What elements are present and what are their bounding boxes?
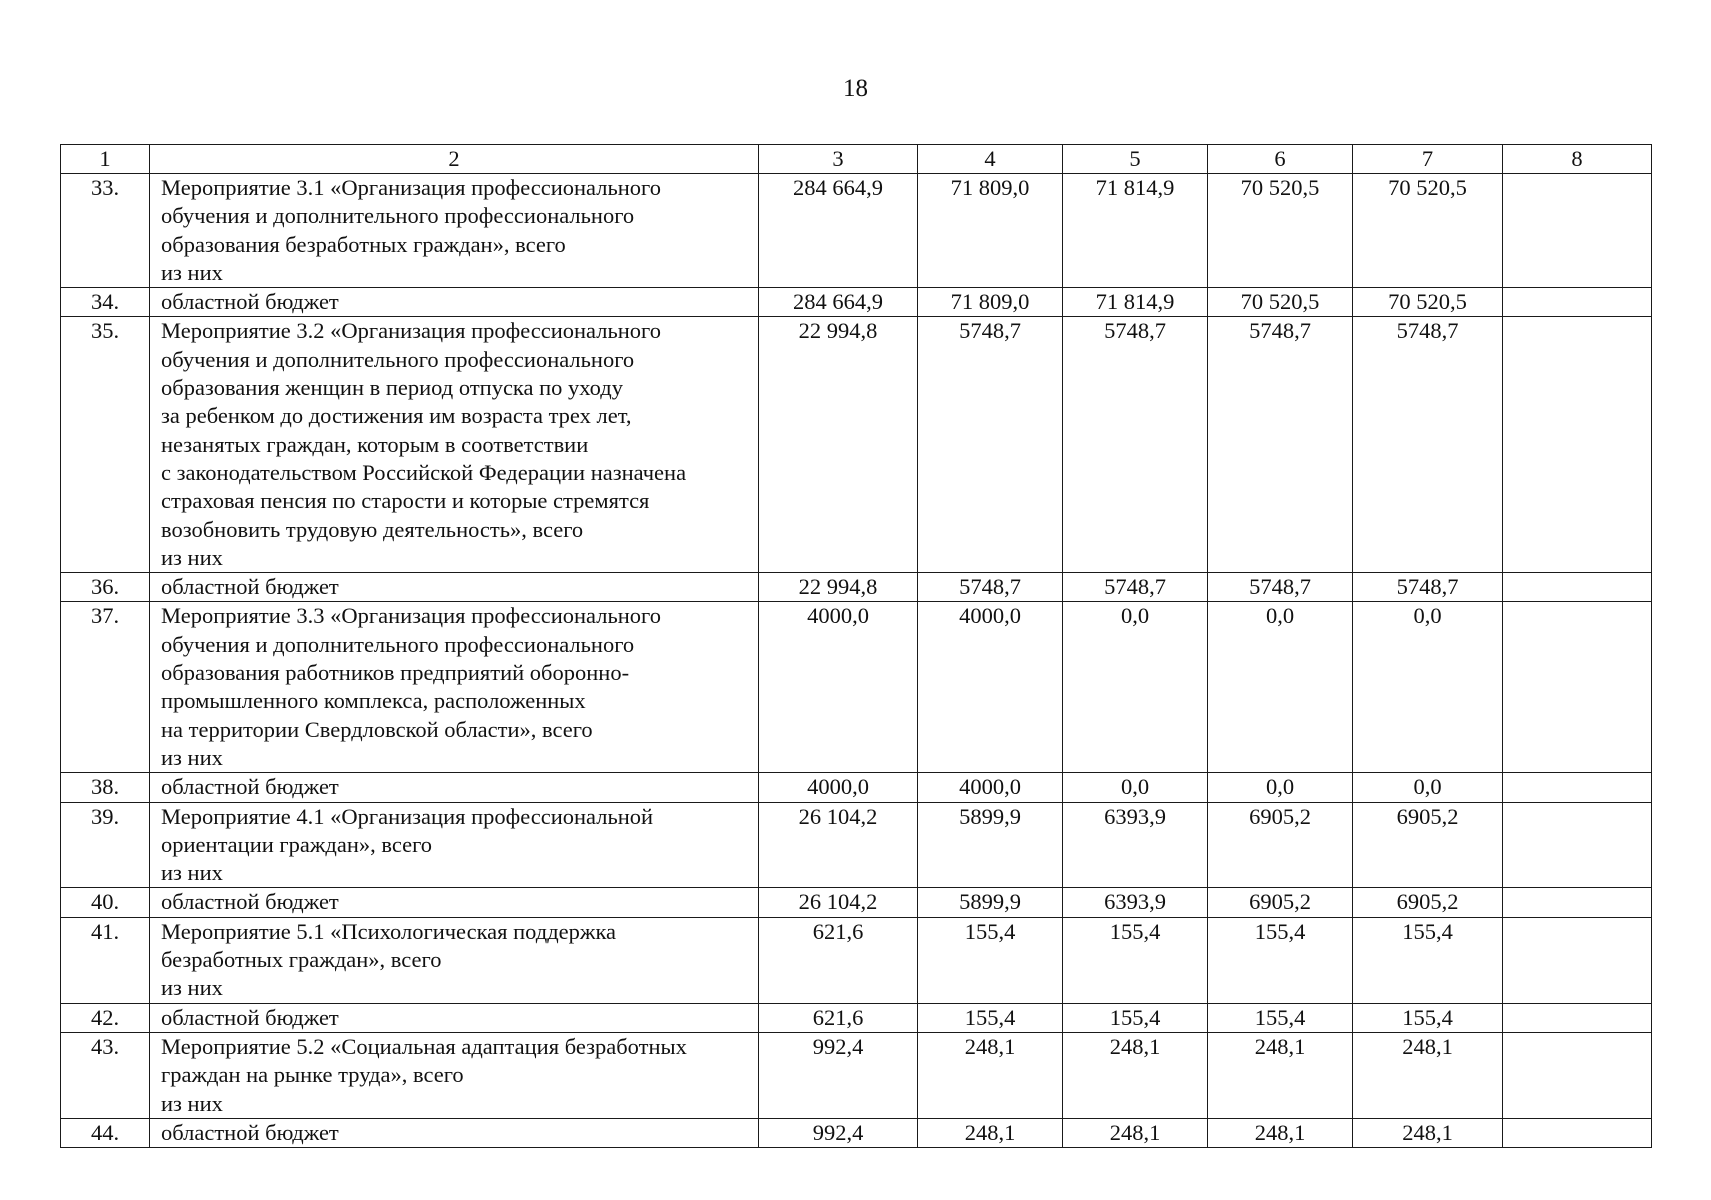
value-cell [1503,1032,1652,1118]
value-cell: 5748,7 [918,317,1063,573]
table-row [61,1032,1652,1118]
value-cell: 155,4 [1353,1003,1503,1032]
value-cell: 5899,9 [918,888,1063,917]
value-cell: 70 520,5 [1208,174,1353,288]
value-cell [1503,288,1652,317]
value-cell: 70 520,5 [1208,288,1353,317]
table-row [61,773,1652,802]
value-cell: 4000,0 [918,773,1063,802]
row-title: Мероприятие 3.3 «Организация профессионального обучения и дополнительного профессионального образования работников предприятий оборонно- промышленного комплекса, расположенных на территории Свердловской области», всего из них [150,602,759,773]
value-cell [1503,1003,1652,1032]
row-number: 33. [61,174,150,288]
value-cell: 22 994,8 [759,573,918,602]
value-cell: 5899,9 [918,802,1063,888]
table-row [61,602,1652,773]
table-row [61,1118,1652,1147]
value-cell: 71 809,0 [918,288,1063,317]
value-cell: 248,1 [918,1032,1063,1118]
column-header: 4 [918,145,1063,174]
value-cell: 248,1 [1208,1118,1353,1147]
value-cell: 621,6 [759,1003,918,1032]
value-cell: 5748,7 [1063,317,1208,573]
value-cell: 70 520,5 [1353,174,1503,288]
column-header: 6 [1208,145,1353,174]
row-number: 40. [61,888,150,917]
row-number: 44. [61,1118,150,1147]
row-title: Мероприятие 3.1 «Организация профессионального обучения и дополнительного профессионального образования безработных граждан», всего из них [150,174,759,288]
value-cell: 155,4 [918,1003,1063,1032]
row-number: 39. [61,802,150,888]
row-number: 34. [61,288,150,317]
page-number: 18 [843,75,868,102]
value-cell: 0,0 [1208,773,1353,802]
value-cell: 6905,2 [1353,888,1503,917]
column-header: 1 [61,145,150,174]
value-cell: 155,4 [1063,917,1208,1003]
value-cell: 5748,7 [1353,573,1503,602]
value-cell: 248,1 [1208,1032,1353,1118]
value-cell: 6905,2 [1208,888,1353,917]
table-row [61,317,1652,573]
table-row [61,1003,1652,1032]
column-header: 5 [1063,145,1208,174]
value-cell: 5748,7 [1063,573,1208,602]
value-cell: 248,1 [1063,1118,1208,1147]
table-row [61,174,1652,288]
value-cell [1503,602,1652,773]
value-cell: 248,1 [1353,1118,1503,1147]
header-row [61,145,1652,174]
value-cell [1503,888,1652,917]
value-cell: 26 104,2 [759,888,918,917]
column-header: 3 [759,145,918,174]
value-cell [1503,802,1652,888]
value-cell: 0,0 [1353,602,1503,773]
row-title: областной бюджет [150,1118,759,1147]
value-cell: 284 664,9 [759,174,918,288]
row-number: 36. [61,573,150,602]
column-header: 2 [150,145,759,174]
value-cell: 5748,7 [918,573,1063,602]
value-cell [1503,917,1652,1003]
row-number: 37. [61,602,150,773]
row-title: областной бюджет [150,573,759,602]
value-cell: 71 809,0 [918,174,1063,288]
value-cell: 248,1 [1353,1032,1503,1118]
row-title: Мероприятие 3.2 «Организация профессионального обучения и дополнительного профессионального образования женщин в период отпуска по уходу за ребенком до достижения им возраста трех лет, незанятых граждан, которым в соответствии с законодательством Российской Федерации назначена страховая пенсия по старости и которые стремятся возобновить трудовую деятельность», всего из них [150,317,759,573]
value-cell: 6905,2 [1208,802,1353,888]
value-cell: 248,1 [1063,1032,1208,1118]
budget-table [60,144,1652,1148]
value-cell: 6905,2 [1353,802,1503,888]
table-row [61,802,1652,888]
value-cell: 0,0 [1208,602,1353,773]
row-title: Мероприятие 4.1 «Организация профессиональной ориентации граждан», всего из них [150,802,759,888]
value-cell: 6393,9 [1063,888,1208,917]
value-cell: 992,4 [759,1032,918,1118]
value-cell: 155,4 [1208,1003,1353,1032]
value-cell: 992,4 [759,1118,918,1147]
column-header: 7 [1353,145,1503,174]
value-cell: 0,0 [1063,602,1208,773]
value-cell: 5748,7 [1208,317,1353,573]
value-cell: 22 994,8 [759,317,918,573]
table-row [61,573,1652,602]
column-header: 8 [1503,145,1652,174]
row-title: областной бюджет [150,888,759,917]
row-number: 38. [61,773,150,802]
value-cell: 4000,0 [918,602,1063,773]
value-cell: 71 814,9 [1063,174,1208,288]
value-cell: 155,4 [918,917,1063,1003]
value-cell [1503,573,1652,602]
value-cell [1503,174,1652,288]
row-title: Мероприятие 5.1 «Психологическая поддержка безработных граждан», всего из них [150,917,759,1003]
value-cell: 26 104,2 [759,802,918,888]
row-number: 43. [61,1032,150,1118]
table-row [61,917,1652,1003]
value-cell: 0,0 [1353,773,1503,802]
value-cell: 621,6 [759,917,918,1003]
value-cell: 71 814,9 [1063,288,1208,317]
row-number: 41. [61,917,150,1003]
value-cell: 6393,9 [1063,802,1208,888]
value-cell [1503,773,1652,802]
value-cell: 5748,7 [1208,573,1353,602]
value-cell [1503,317,1652,573]
value-cell: 284 664,9 [759,288,918,317]
table-row [61,888,1652,917]
value-cell: 155,4 [1208,917,1353,1003]
row-number: 35. [61,317,150,573]
row-title: Мероприятие 5.2 «Социальная адаптация безработных граждан на рынке труда», всего из них [150,1032,759,1118]
value-cell: 4000,0 [759,602,918,773]
value-cell: 5748,7 [1353,317,1503,573]
row-number: 42. [61,1003,150,1032]
value-cell: 155,4 [1063,1003,1208,1032]
value-cell: 248,1 [918,1118,1063,1147]
row-title: областной бюджет [150,288,759,317]
value-cell [1503,1118,1652,1147]
table-row [61,288,1652,317]
value-cell: 155,4 [1353,917,1503,1003]
row-title: областной бюджет [150,773,759,802]
value-cell: 70 520,5 [1353,288,1503,317]
value-cell: 0,0 [1063,773,1208,802]
value-cell: 4000,0 [759,773,918,802]
row-title: областной бюджет [150,1003,759,1032]
